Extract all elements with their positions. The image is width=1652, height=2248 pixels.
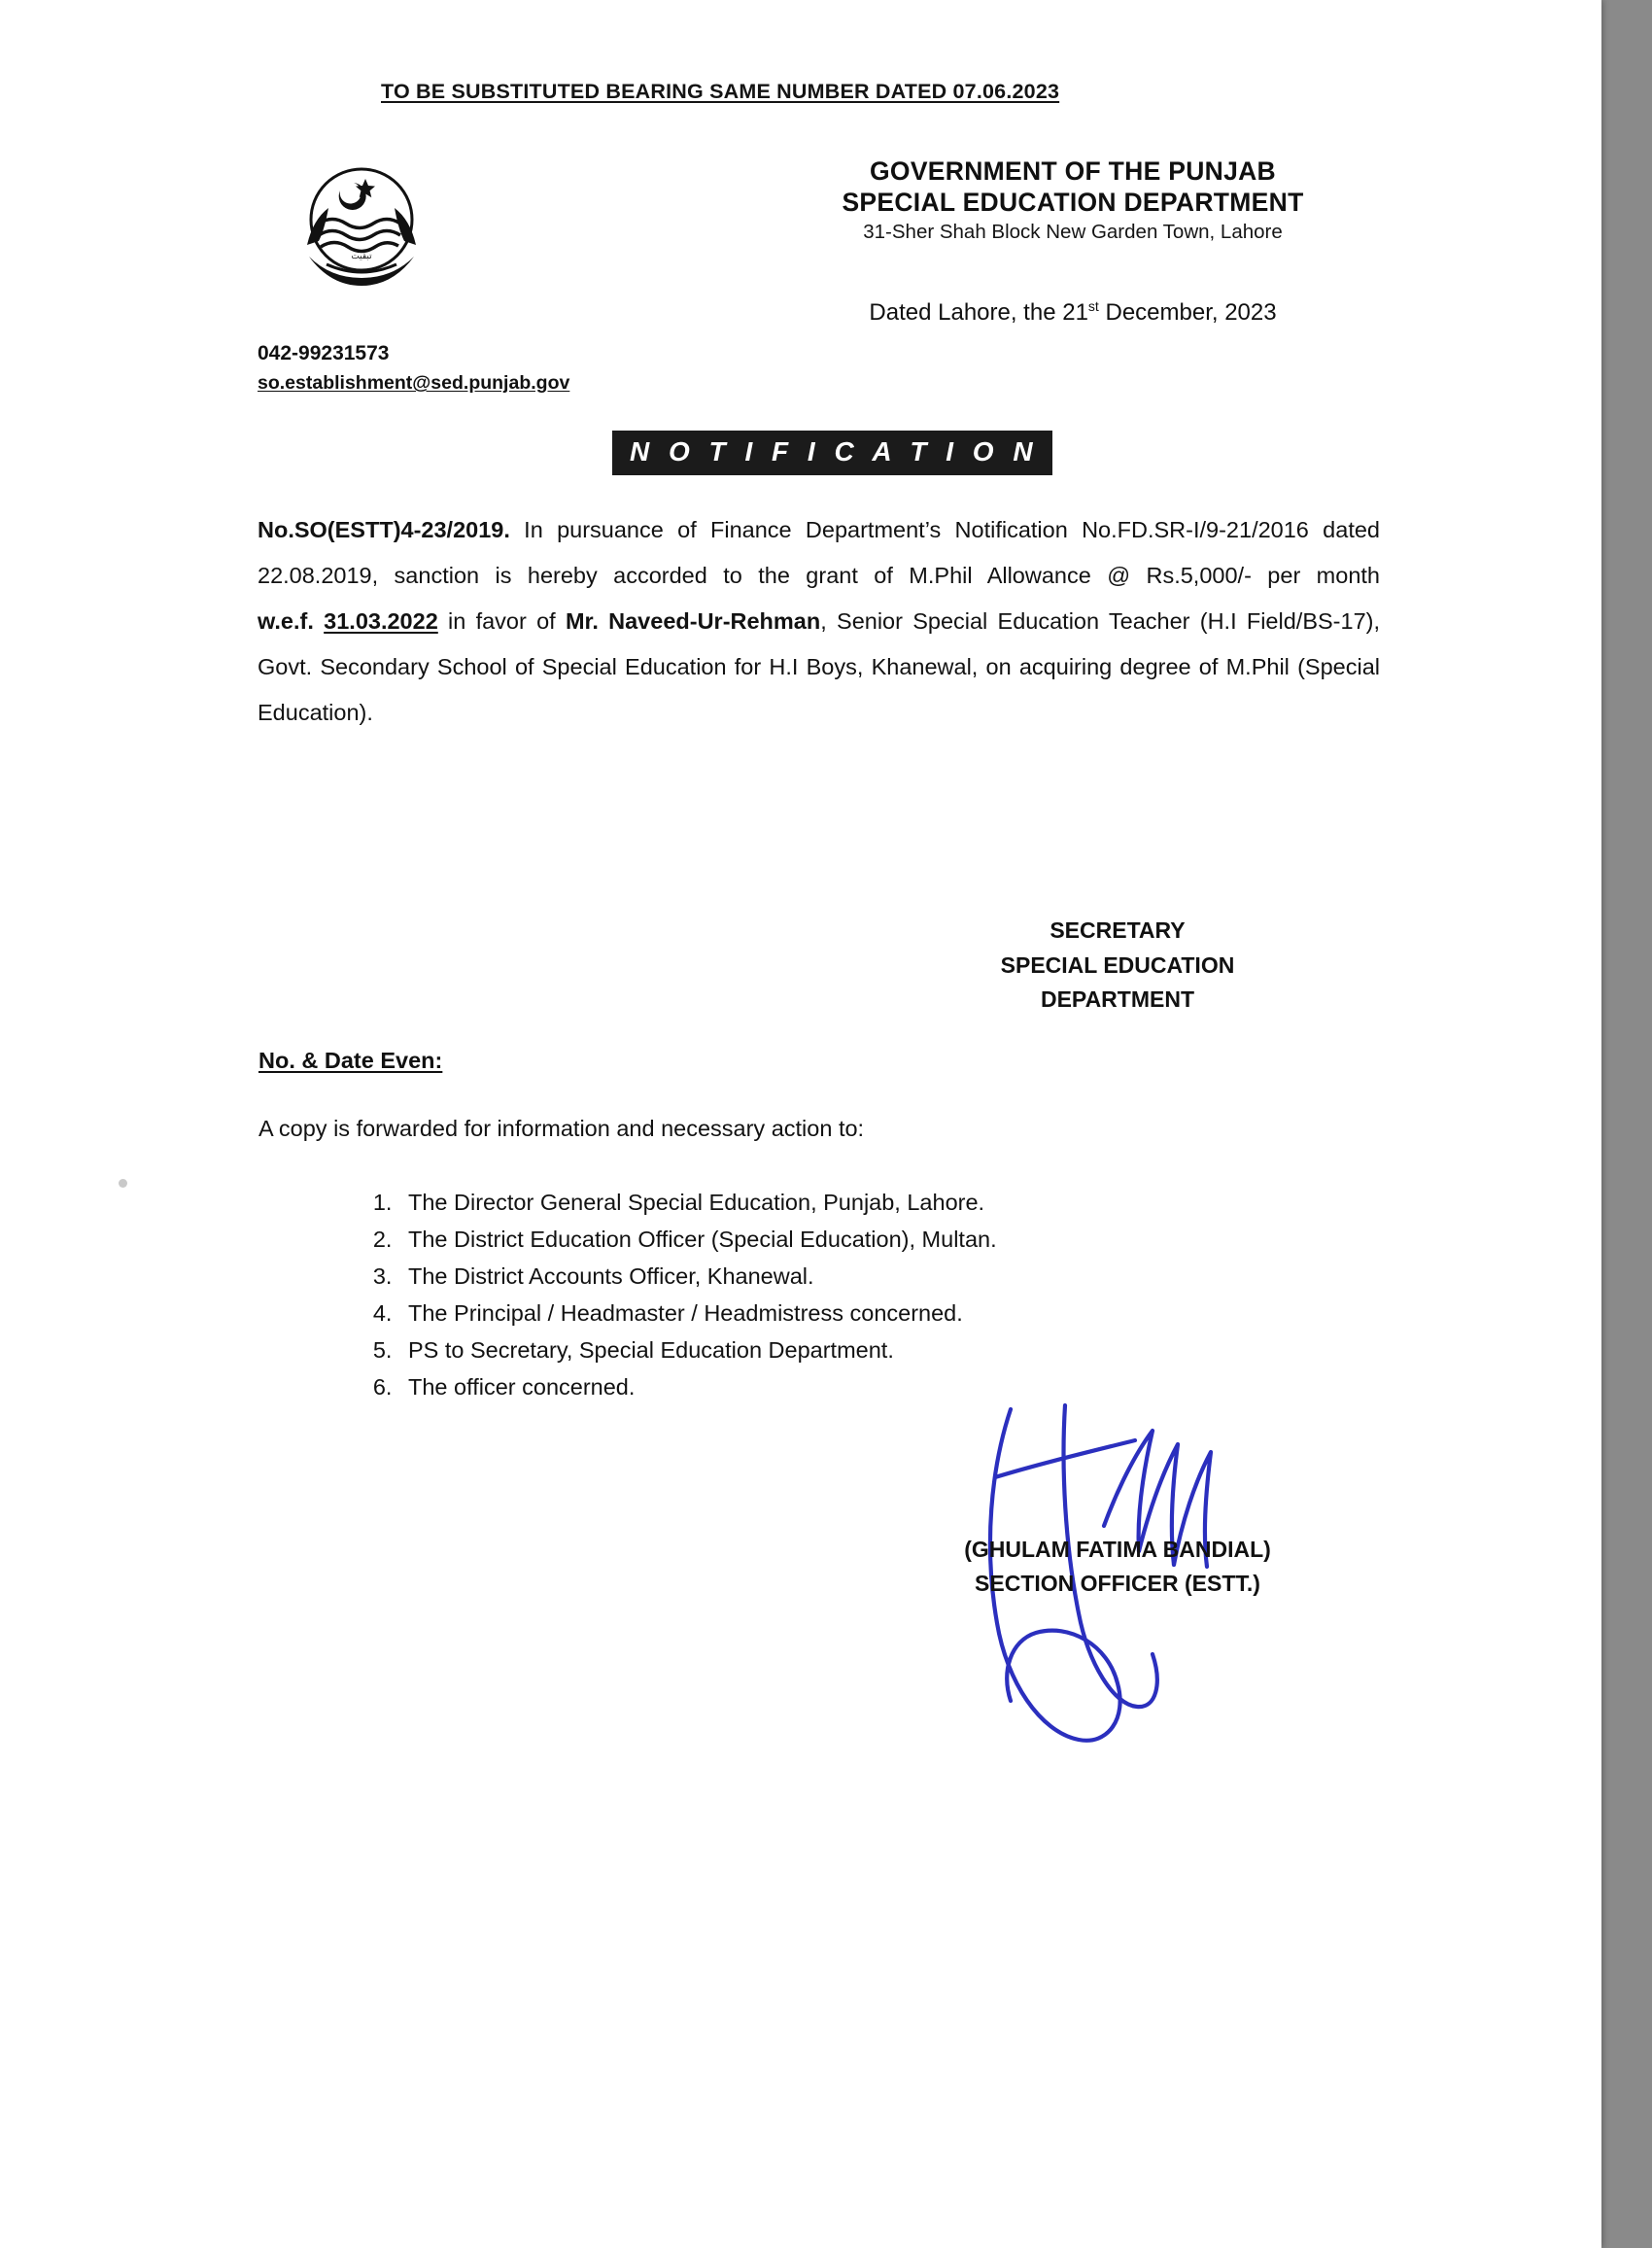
body-segment-2: in favor of bbox=[437, 608, 566, 634]
substitution-note: TO BE SUBSTITUTED BEARING SAME NUMBER DATED 07.06.2023 bbox=[381, 80, 1060, 103]
list-item: 6. The officer concerned. bbox=[398, 1368, 1322, 1405]
list-item: 4. The Principal / Headmaster / Headmistress concerned. bbox=[398, 1295, 1322, 1332]
body-segment-3: , Senior Special Education Teacher (H.I Field/BS-17), Govt. Secondary School of Special Education for H.I Boys, Khanewal, on acquiring degree of M.Phil (Special Education). bbox=[258, 608, 1380, 725]
wef-date: 31.03.2022 bbox=[324, 608, 438, 634]
list-item: 2. The District Education Officer (Special Education), Multan. bbox=[398, 1221, 1322, 1258]
svg-text:تبقیت: تبقیت bbox=[351, 251, 372, 260]
contact-email: so.establishment@sed.punjab.gov bbox=[258, 372, 570, 394]
reference-number: No.SO(ESTT)4-23/2019. bbox=[258, 517, 510, 542]
body-segment-1: In pursuance of Finance Department’s Notification No.FD.SR-I/9-21/2016 dated 22.08.2019, sanction is hereby accorded to the grant of M.Phil Allowance @ Rs.5,000/- per month bbox=[258, 517, 1380, 588]
signer-block bbox=[875, 1533, 1360, 1600]
secretary-line-2: SPECIAL EDUCATION bbox=[1000, 951, 1235, 978]
signer-designation: SECTION OFFICER (ESTT.) bbox=[975, 1570, 1260, 1596]
dated-prefix: Dated Lahore, the 21 bbox=[869, 299, 1088, 326]
notification-body bbox=[258, 507, 1380, 736]
punjab-government-emblem-icon bbox=[264, 156, 459, 301]
endorsement-heading: No. & Date Even: bbox=[258, 1048, 443, 1073]
department-title: SPECIAL EDUCATION DEPARTMENT bbox=[842, 188, 1304, 218]
list-item: 5. PS to Secretary, Special Education Department. bbox=[398, 1332, 1322, 1368]
wef-label: w.e.f. bbox=[258, 608, 314, 634]
list-item: 3. The District Accounts Officer, Khanewal. bbox=[398, 1258, 1322, 1295]
page-title: N O T I F I C A T I O N bbox=[612, 431, 1052, 475]
endorsement-intro: A copy is forwarded for information and necessary action to: bbox=[258, 1116, 865, 1141]
dated-suffix: December, 2023 bbox=[1098, 299, 1277, 326]
dated-line bbox=[762, 298, 1384, 327]
secretary-line-1: SECRETARY bbox=[1050, 917, 1186, 943]
secretary-block bbox=[875, 914, 1360, 1018]
government-header bbox=[762, 156, 1384, 244]
endorsement-list bbox=[356, 1184, 1322, 1405]
dated-ordinal-suffix: st bbox=[1087, 298, 1099, 314]
government-title: GOVERNMENT OF THE PUNJAB bbox=[870, 156, 1276, 186]
contact-phone: 042-99231573 bbox=[258, 342, 390, 364]
officer-name: Mr. Naveed-Ur-Rehman bbox=[565, 608, 821, 634]
scan-speck bbox=[119, 1179, 127, 1188]
department-address: 31-Sher Shah Block New Garden Town, Lahore bbox=[863, 220, 1283, 243]
secretary-line-3: DEPARTMENT bbox=[1040, 986, 1194, 1013]
list-item: 1. The Director General Special Education, Punjab, Lahore. bbox=[398, 1184, 1322, 1221]
signer-name: (GHULAM FATIMA BANDIAL) bbox=[964, 1537, 1271, 1562]
